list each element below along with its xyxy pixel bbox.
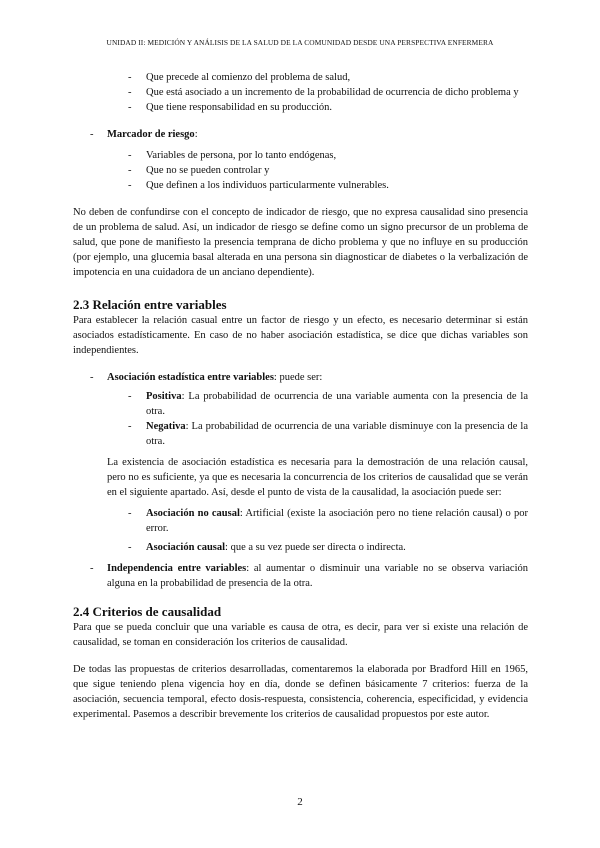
bullet-dash: - [90,129,94,140]
list-item: - Positiva: La probabilidad de ocurrencia de una variable aumenta con la presencia de la otra. [128,391,528,417]
running-header: UNIDAD II: MEDICIÓN Y ANÁLISIS DE LA SALUD DE LA COMUNIDAD DESDE UNA PERSPECTIVA ENFERMERA [106,38,494,47]
marcador-list [73,148,528,193]
section-heading-2-3: 2.3 Relación entre variables [73,297,227,312]
paragraph-indicador: No deben de confundirse con el concepto de indicador de riesgo, que no expresa causalidad sino presencia de un problema de salud. Así, un indicador de riesgo se define como un signo precursor de un problema de salud, que pone de manifiesto la presencia temprana de dicho problema y que no influye en su producción (por ejemplo, una glucemia basal alterada en una persona sin diagnosticar de diabetes o la verbalización de impotencia en una cuidadora de un anciano dependiente). [73,207,528,278]
list-item: - Negativa: La probabilidad de ocurrencia de una variable disminuye con la presencia de la otra. [128,421,528,447]
paragraph-criterios-1: Para que se pueda concluir que una variable es causa de otra, es decir, para ver si existe una relación de causalidad, se toman en consideración los criterios de causalidad. [73,622,528,648]
bullet-dash: - [128,150,132,161]
bullet-dash: - [128,421,132,432]
bullet-dash: - [128,391,132,402]
independencia-item: - Independencia entre variables: al aumentar o disminuir una variable no se observa variación alguna en la probabilidad de presencia de la otra. [90,563,528,589]
bullet-dash: - [90,563,94,574]
section-heading-2-4: 2.4 Criterios de causalidad [73,604,222,619]
bullet-dash: - [128,165,132,176]
list-item: - Que tiene responsabilidad en su producción. [128,102,333,113]
list-item: - Variables de persona, por lo tanto endógenas, [128,150,337,161]
paragraph-asociacion: La existencia de asociación estadística es necesaria para la demostración de una relación causal, pero no es suficiente, ya que es necesaria la concurrencia de los criterios de causalidad que se verán en el siguiente apartado. Así, desde el punto de vista de la causalidad, la asociación puede ser: [107,457,528,498]
list-item: - Que no se pueden controlar y [128,165,270,176]
marcador-riesgo-item: - Marcador de riesgo: [90,129,198,140]
bullet-dash: - [128,102,132,113]
page-number: 2 [297,796,303,808]
paragraph-criterios-2: De todas las propuestas de criterios desarrolladas, comentaremos la elaborada por Bradford Hill en 1965, que sigue teniendo plena vigencia hoy en día, donde se definen básicamente 7 criterios: fuerza de la asociación, secuencia temporal, efecto dosis-respuesta, consistencia, coherencia, especificidad, y evidencia experimental. Pasemos a describir brevemente los criterios de causalidad propuestos por este autor. [73,664,528,720]
page-content [73,70,528,722]
asociacion-item: - Asociación estadística entre variables: puede ser: [90,372,323,383]
paragraph-intro-2-3: Para establecer la relación casual entre un factor de riesgo y un efecto, es necesario determinar si están asociados estadísticamente. En caso de no haber asociación estadística, se dice que dichas variables son independientes. [73,315,528,356]
term: Marcador de riesgo [107,129,195,140]
bullet-dash: - [90,372,94,383]
bullet-dash: - [128,72,132,83]
list-item: - Asociación causal: que a su vez puede ser directa o indirecta. [128,542,406,553]
factor-list [73,70,528,115]
list-item: - Asociación no causal: Artificial (existe la asociación pero no tiene relación causal) o por error. [128,508,528,534]
list-item: - Que definen a los individuos particularmente vulnerables. [128,180,389,191]
bullet-dash: - [128,87,132,98]
term: Independencia entre variables [107,563,247,574]
list-item: - Que precede al comienzo del problema de salud, [128,72,351,83]
bullet-dash: - [128,508,132,519]
list-item: - Que está asociado a un incremento de la probabilidad de ocurrencia de dicho problema y [128,87,519,98]
term: Asociación estadística entre variables [107,372,274,383]
bullet-dash: - [128,542,132,553]
bullet-dash: - [128,180,132,191]
